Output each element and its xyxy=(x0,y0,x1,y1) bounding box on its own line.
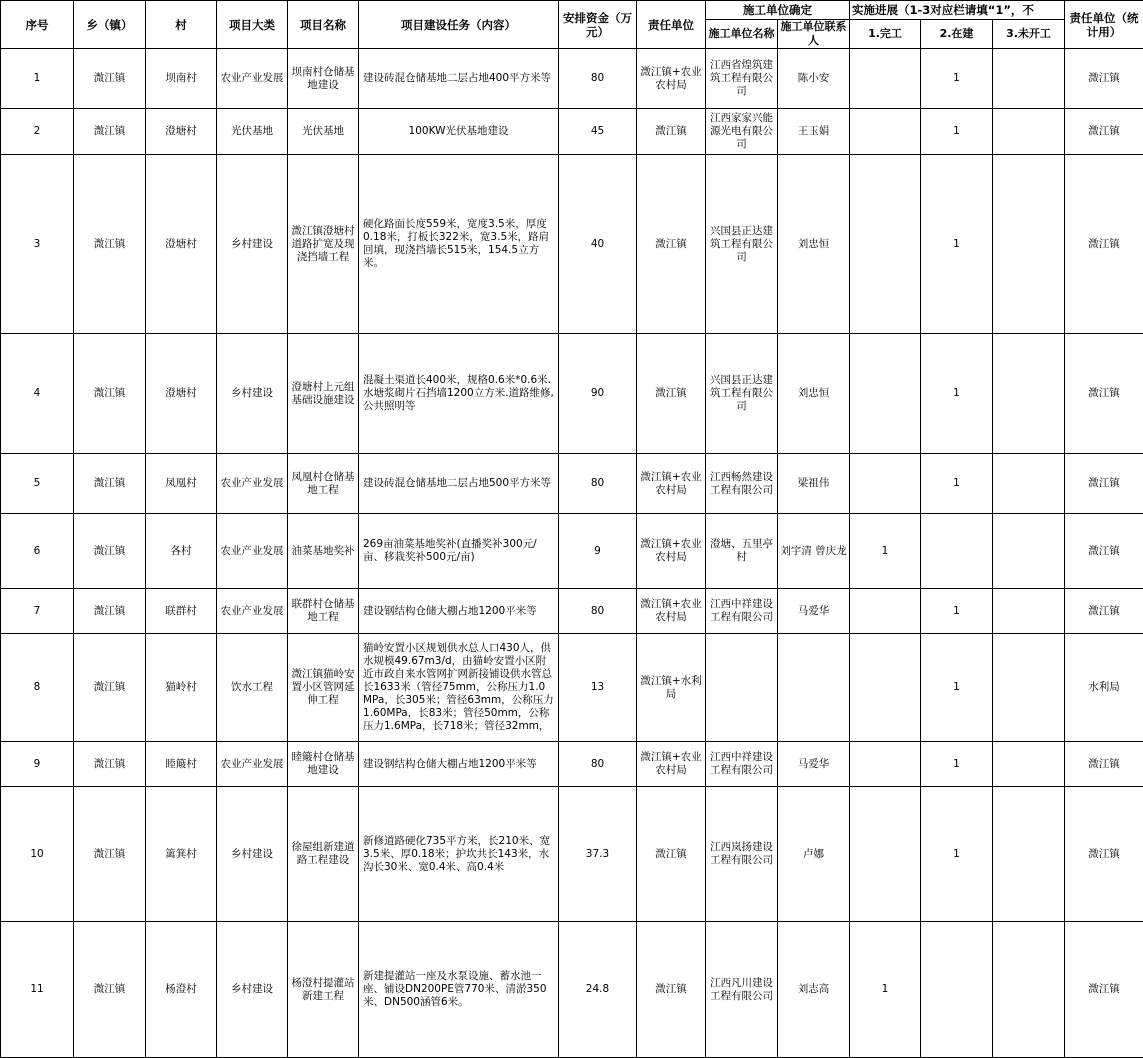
header-contractor-contact: 施工单位联系人 xyxy=(778,20,850,49)
contractor-name-cell xyxy=(706,634,778,742)
resp-unit-cell: 溦江镇 xyxy=(637,334,706,454)
stat-unit-cell: 溦江镇 xyxy=(1065,787,1143,922)
stat-unit-cell: 溦江镇 xyxy=(1065,589,1143,634)
contractor-contact-cell: 刘宇清 曾庆龙 xyxy=(778,514,850,589)
progress-notstarted-cell xyxy=(993,514,1065,589)
task-cell: 建设砖混仓储基地二层占地400平方米等 xyxy=(359,49,559,109)
project-name-cell: 徐屋组新建道路工程建设 xyxy=(288,787,359,922)
header-stat-unit: 责任单位（统计用） xyxy=(1065,1,1143,49)
progress-building-cell: 1 xyxy=(921,589,993,634)
village-cell: 凤凰村 xyxy=(146,454,217,514)
progress-done-cell xyxy=(850,742,921,787)
table-row xyxy=(1,787,1143,922)
progress-done-cell: 1 xyxy=(850,922,921,1058)
seq-cell: 10 xyxy=(1,787,74,922)
progress-notstarted-cell xyxy=(993,922,1065,1058)
contractor-contact-cell: 卢娜 xyxy=(778,787,850,922)
stat-unit-cell: 溦江镇 xyxy=(1065,454,1143,514)
project-name-cell: 坝南村仓储基地建设 xyxy=(288,49,359,109)
seq-cell: 9 xyxy=(1,742,74,787)
funds-cell: 37.3 xyxy=(559,787,637,922)
project-name-cell: 溦江镇澄塘村道路扩宽及现浇挡墙工程 xyxy=(288,155,359,334)
resp-unit-cell: 溦江镇 xyxy=(637,787,706,922)
progress-done-cell xyxy=(850,787,921,922)
seq-cell: 2 xyxy=(1,109,74,155)
seq-cell: 1 xyxy=(1,49,74,109)
township-cell: 溦江镇 xyxy=(74,922,146,1058)
township-cell: 溦江镇 xyxy=(74,634,146,742)
seq-cell: 7 xyxy=(1,589,74,634)
village-cell: 坝南村 xyxy=(146,49,217,109)
progress-building-cell: 1 xyxy=(921,454,993,514)
village-cell: 澄塘村 xyxy=(146,155,217,334)
progress-building-cell: 1 xyxy=(921,109,993,155)
village-cell: 篱箕村 xyxy=(146,787,217,922)
contractor-contact-cell: 刘忠恒 xyxy=(778,155,850,334)
progress-notstarted-cell xyxy=(993,334,1065,454)
township-cell: 溦江镇 xyxy=(74,589,146,634)
funds-cell: 80 xyxy=(559,49,637,109)
funds-cell: 9 xyxy=(559,514,637,589)
progress-done-cell xyxy=(850,49,921,109)
project-name-cell: 联群村仓储基地工程 xyxy=(288,589,359,634)
contractor-contact-cell: 马爱华 xyxy=(778,589,850,634)
table-body xyxy=(1,49,1143,1058)
seq-cell: 4 xyxy=(1,334,74,454)
village-cell: 猫岭村 xyxy=(146,634,217,742)
header-progress-notstarted: 3.未开工 xyxy=(993,20,1065,49)
funds-cell: 80 xyxy=(559,589,637,634)
village-cell: 睦簸村 xyxy=(146,742,217,787)
contractor-name-cell: 江西中祥建设工程有限公司 xyxy=(706,589,778,634)
progress-notstarted-cell xyxy=(993,109,1065,155)
table-row xyxy=(1,589,1143,634)
category-cell: 农业产业发展 xyxy=(217,742,288,787)
header-progress-done: 1.完工 xyxy=(850,20,921,49)
contractor-name-cell: 澄塘、五里亭村 xyxy=(706,514,778,589)
funds-cell: 40 xyxy=(559,155,637,334)
category-cell: 乡村建设 xyxy=(217,787,288,922)
contractor-contact-cell: 刘志高 xyxy=(778,922,850,1058)
task-cell: 100KW光伏基地建设 xyxy=(359,109,559,155)
funds-cell: 80 xyxy=(559,742,637,787)
stat-unit-cell: 溦江镇 xyxy=(1065,514,1143,589)
resp-unit-cell: 溦江镇+农业农村局 xyxy=(637,589,706,634)
project-name-cell: 溦江镇猫岭安置小区管网延伸工程 xyxy=(288,634,359,742)
stat-unit-cell: 溦江镇 xyxy=(1065,155,1143,334)
village-cell: 各村 xyxy=(146,514,217,589)
category-cell: 乡村建设 xyxy=(217,334,288,454)
contractor-name-cell: 江西畅然建设工程有限公司 xyxy=(706,454,778,514)
progress-building-cell: 1 xyxy=(921,787,993,922)
contractor-name-cell: 兴国县正达建筑工程有限公司 xyxy=(706,334,778,454)
township-cell: 溦江镇 xyxy=(74,109,146,155)
task-cell: 硬化路面长度559米，宽度3.5米，厚度0.18米，打板长322米，宽3.5米，路肩回填，现浇挡墙长515米，154.5立方米。 xyxy=(359,155,559,334)
progress-done-cell xyxy=(850,334,921,454)
task-cell: 新修道路硬化735平方米，长210米、宽3.5米、厚0.18米；护坎共长143米，水沟长30米、宽0.4米、高0.4米 xyxy=(359,787,559,922)
township-cell: 溦江镇 xyxy=(74,155,146,334)
funds-cell: 24.8 xyxy=(559,922,637,1058)
category-cell: 乡村建设 xyxy=(217,922,288,1058)
stat-unit-cell: 溦江镇 xyxy=(1065,49,1143,109)
resp-unit-cell: 溦江镇 xyxy=(637,922,706,1058)
header-seq: 序号 xyxy=(1,1,74,49)
progress-notstarted-cell xyxy=(993,787,1065,922)
progress-notstarted-cell xyxy=(993,589,1065,634)
seq-cell: 6 xyxy=(1,514,74,589)
township-cell: 溦江镇 xyxy=(74,514,146,589)
contractor-contact-cell: 马爱华 xyxy=(778,742,850,787)
progress-building-cell: 1 xyxy=(921,634,993,742)
contractor-contact-cell xyxy=(778,634,850,742)
header-task: 项目建设任务（内容） xyxy=(359,1,559,49)
resp-unit-cell: 溦江镇+水利局 xyxy=(637,634,706,742)
project-name-cell: 睦簸村仓储基地建设 xyxy=(288,742,359,787)
table-row xyxy=(1,922,1143,1058)
resp-unit-cell: 溦江镇+农业农村局 xyxy=(637,514,706,589)
contractor-contact-cell: 刘忠恒 xyxy=(778,334,850,454)
progress-building-cell: 1 xyxy=(921,334,993,454)
task-cell: 建设钢结构仓储大棚占地1200平米等 xyxy=(359,589,559,634)
header-progress-building: 2.在建 xyxy=(921,20,993,49)
stat-unit-cell: 溦江镇 xyxy=(1065,922,1143,1058)
resp-unit-cell: 溦江镇+农业农村局 xyxy=(637,49,706,109)
header-progress-group: 实施进展（1-3对应栏请填“1”，不 xyxy=(850,1,1065,20)
progress-done-cell xyxy=(850,634,921,742)
stat-unit-cell: 溦江镇 xyxy=(1065,334,1143,454)
task-cell: 建设钢结构仓储大棚占地1200平米等 xyxy=(359,742,559,787)
funds-cell: 80 xyxy=(559,454,637,514)
project-name-cell: 澄塘村上元组基础设施建设 xyxy=(288,334,359,454)
category-cell: 饮水工程 xyxy=(217,634,288,742)
task-cell: 269亩油菜基地奖补(直播奖补300元/亩、移栽奖补500元/亩) xyxy=(359,514,559,589)
category-cell: 乡村建设 xyxy=(217,155,288,334)
category-cell: 农业产业发展 xyxy=(217,454,288,514)
seq-cell: 11 xyxy=(1,922,74,1058)
progress-done-cell: 1 xyxy=(850,514,921,589)
progress-done-cell xyxy=(850,454,921,514)
stat-unit-cell: 溦江镇 xyxy=(1065,742,1143,787)
header-resp-unit: 责任单位 xyxy=(637,1,706,49)
progress-building-cell xyxy=(921,922,993,1058)
table-row xyxy=(1,334,1143,454)
header-name: 项目名称 xyxy=(288,1,359,49)
task-cell: 新建提灌站一座及水泵设施、蓄水池一座、铺设DN200PE管770米、清淤350米、DN500涵管6米。 xyxy=(359,922,559,1058)
contractor-name-cell: 江西岚扬建设工程有限公司 xyxy=(706,787,778,922)
resp-unit-cell: 溦江镇+农业农村局 xyxy=(637,454,706,514)
township-cell: 溦江镇 xyxy=(74,787,146,922)
seq-cell: 3 xyxy=(1,155,74,334)
progress-notstarted-cell xyxy=(993,454,1065,514)
table-row xyxy=(1,454,1143,514)
table-row xyxy=(1,155,1143,334)
village-cell: 联群村 xyxy=(146,589,217,634)
progress-notstarted-cell xyxy=(993,742,1065,787)
progress-notstarted-cell xyxy=(993,49,1065,109)
progress-done-cell xyxy=(850,589,921,634)
progress-building-cell: 1 xyxy=(921,155,993,334)
township-cell: 溦江镇 xyxy=(74,454,146,514)
progress-building-cell: 1 xyxy=(921,49,993,109)
village-cell: 杨澄村 xyxy=(146,922,217,1058)
project-name-cell: 凤凰村仓储基地工程 xyxy=(288,454,359,514)
contractor-contact-cell: 王玉娟 xyxy=(778,109,850,155)
progress-building-cell xyxy=(921,514,993,589)
funds-cell: 13 xyxy=(559,634,637,742)
category-cell: 农业产业发展 xyxy=(217,589,288,634)
project-name-cell: 杨澄村提灌站新建工程 xyxy=(288,922,359,1058)
contractor-name-cell: 江西省煌筑建筑工程有限公司 xyxy=(706,49,778,109)
project-name-cell: 光伏基地 xyxy=(288,109,359,155)
progress-building-cell: 1 xyxy=(921,742,993,787)
funds-cell: 90 xyxy=(559,334,637,454)
village-cell: 澄塘村 xyxy=(146,334,217,454)
project-name-cell: 油菜基地奖补 xyxy=(288,514,359,589)
township-cell: 溦江镇 xyxy=(74,334,146,454)
progress-notstarted-cell xyxy=(993,155,1065,334)
funds-cell: 45 xyxy=(559,109,637,155)
task-cell: 混凝土渠道长400米，规格0.6米*0.6米.水塘浆砌片石挡墙1200立方米.道路维修,公共照明等 xyxy=(359,334,559,454)
contractor-contact-cell: 陈小安 xyxy=(778,49,850,109)
task-cell: 建设砖混仓储基地二层占地500平方米等 xyxy=(359,454,559,514)
table-row xyxy=(1,514,1143,589)
task-cell: 猫岭安置小区规划供水总人口430人，供水规模49.67m3/d，由猫岭安置小区附近市政自来水管网扩网新接铺设供水管总长1633米（管径75mm，公称压力1.0MPa，长305米；管径63mm，公称压力1.60MPa，长83米；管径50mm，公称压力1.6MPa，长718米；管径32mm， xyxy=(359,634,559,742)
progress-done-cell xyxy=(850,155,921,334)
seq-cell: 8 xyxy=(1,634,74,742)
contractor-name-cell: 江西家家兴能源光电有限公司 xyxy=(706,109,778,155)
category-cell: 光伏基地 xyxy=(217,109,288,155)
resp-unit-cell: 溦江镇 xyxy=(637,109,706,155)
header-category: 项目大类 xyxy=(217,1,288,49)
table-row xyxy=(1,634,1143,742)
stat-unit-cell: 溦江镇 xyxy=(1065,109,1143,155)
contractor-contact-cell: 梁祖伟 xyxy=(778,454,850,514)
category-cell: 农业产业发展 xyxy=(217,514,288,589)
header-contractor-name: 施工单位名称 xyxy=(706,20,778,49)
township-cell: 溦江镇 xyxy=(74,49,146,109)
contractor-name-cell: 兴国县正达建筑工程有限公司 xyxy=(706,155,778,334)
header-township: 乡（镇） xyxy=(74,1,146,49)
contractor-name-cell: 江西中祥建设工程有限公司 xyxy=(706,742,778,787)
header-funds: 安排资金（万元） xyxy=(559,1,637,49)
category-cell: 农业产业发展 xyxy=(217,49,288,109)
contractor-name-cell: 江西凡川建设工程有限公司 xyxy=(706,922,778,1058)
resp-unit-cell: 溦江镇+农业农村局 xyxy=(637,742,706,787)
stat-unit-cell: 水利局 xyxy=(1065,634,1143,742)
table-row xyxy=(1,109,1143,155)
header-village: 村 xyxy=(146,1,217,49)
progress-notstarted-cell xyxy=(993,634,1065,742)
progress-done-cell xyxy=(850,109,921,155)
seq-cell: 5 xyxy=(1,454,74,514)
resp-unit-cell: 溦江镇 xyxy=(637,155,706,334)
table-row xyxy=(1,49,1143,109)
village-cell: 澄塘村 xyxy=(146,109,217,155)
table-row xyxy=(1,742,1143,787)
header-contractor-group: 施工单位确定 xyxy=(706,1,850,20)
township-cell: 溦江镇 xyxy=(74,742,146,787)
